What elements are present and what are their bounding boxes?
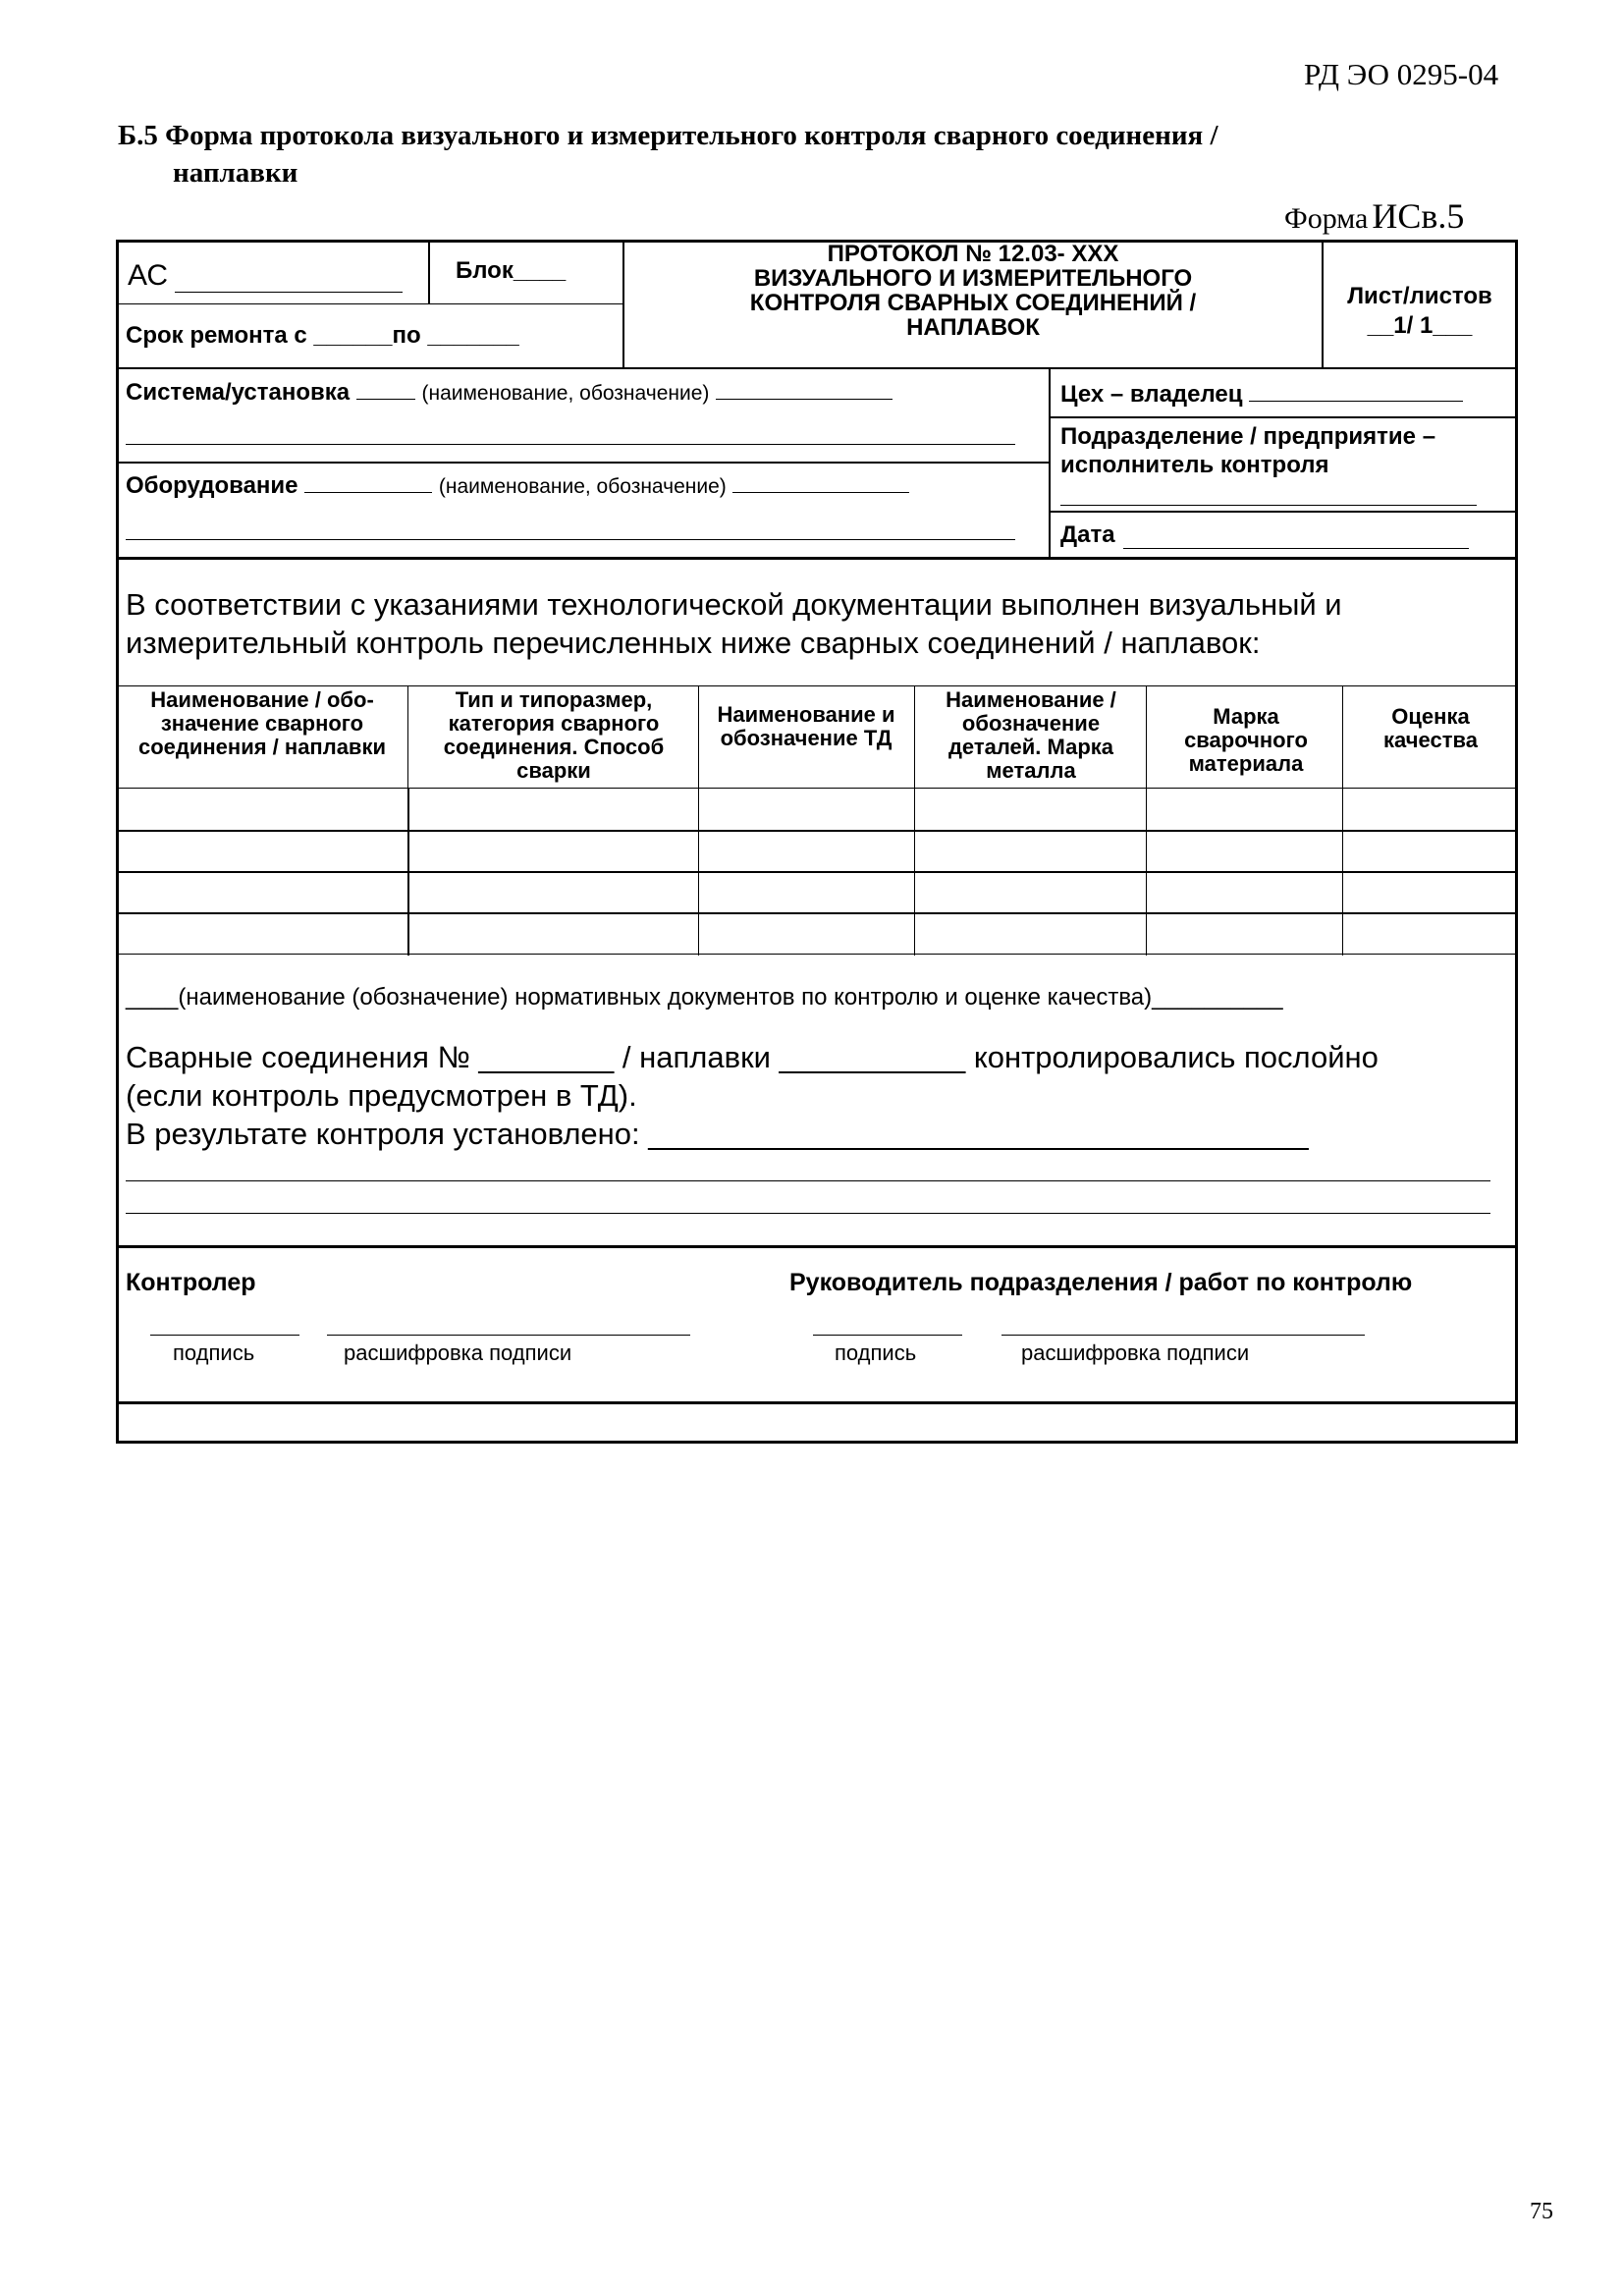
section-title: Б.5 Форма протокола визуального и измерительного контроля сварного соединения / xyxy=(118,120,1218,151)
welds-line-condition: (если контроль предусмотрен в ТД). xyxy=(126,1078,637,1113)
protocol-number: ПРОТОКОЛ № 12.03- ХХХ xyxy=(827,241,1119,267)
result-blank-line[interactable] xyxy=(126,1180,1490,1181)
intro-line: измерительный контроль перечисленных ниже сварных соединений / наплавок: xyxy=(126,626,1261,660)
date-field[interactable] xyxy=(1060,521,1115,549)
intro-text xyxy=(126,585,1342,662)
shop-owner-field[interactable] xyxy=(1060,381,1463,409)
controller-signature-caption: подпись xyxy=(173,1340,255,1365)
page-number: 75 xyxy=(1530,2199,1553,2224)
head-signature-line[interactable] xyxy=(813,1335,962,1336)
result-line: В результате контроля установлено: _______________________________________ xyxy=(126,1117,1309,1151)
form-code xyxy=(1284,195,1464,237)
result-blank-line[interactable] xyxy=(126,1213,1490,1214)
controller-label: Контролер xyxy=(126,1269,256,1296)
normative-documents-line[interactable] xyxy=(126,984,1283,1011)
system-hint: (наименование, обозначение) xyxy=(421,382,710,405)
table-header-parts: Наименование / обозначение деталей. Марка металла xyxy=(946,687,1116,783)
block-blank: ____ xyxy=(513,257,567,284)
sheet-value: __1/ 1___ xyxy=(1367,312,1473,339)
intro-line: В соответствии с указаниями технологической документации выполнен визуальный и xyxy=(126,587,1342,622)
repair-from-blank: ______ xyxy=(313,322,393,349)
table-header-material: Марка сварочного материала xyxy=(1184,704,1308,776)
norm-docs-prefix: ____ xyxy=(126,984,179,1011)
protocol-title-line: ВИЗУАЛЬНОГО И ИЗМЕРИТЕЛЬНОГО xyxy=(753,265,1193,292)
section-title-continuation: наплавки xyxy=(173,157,298,189)
date-label: Дата xyxy=(1060,521,1115,548)
table-header-weld-type: Тип и типоразмер, категория сварного соединения. Способ сварки xyxy=(443,687,665,783)
repair-label: Срок ремонта с xyxy=(126,322,307,349)
division-label: Подразделение / предприятие – xyxy=(1060,423,1436,450)
table-header-quality: Оценка качества xyxy=(1383,704,1478,752)
protocol-title-line: НАПЛАВОК xyxy=(906,314,1040,341)
table-header-td: Наименование и обозначение ТД xyxy=(717,702,895,750)
head-decode-line[interactable] xyxy=(1001,1335,1365,1336)
shop-owner-label: Цех – владелец xyxy=(1060,381,1243,408)
form-label: Форма xyxy=(1284,202,1369,235)
nuclear-plant-field[interactable] xyxy=(128,259,168,293)
department-head-label: Руководитель подразделения / работ по контролю xyxy=(789,1269,1413,1296)
head-decode-caption: расшифровка подписи xyxy=(1021,1340,1250,1365)
welds-controlled-text xyxy=(126,1038,1379,1153)
equipment-hint: (наименование, обозначение) xyxy=(438,475,727,498)
block-field[interactable] xyxy=(456,257,566,285)
document-code: РД ЭО 0295-04 xyxy=(1304,57,1499,91)
equipment-field[interactable] xyxy=(126,472,909,500)
head-signature-caption: подпись xyxy=(835,1340,917,1365)
controller-signature-line[interactable] xyxy=(150,1335,299,1336)
controller-decode-line[interactable] xyxy=(327,1335,690,1336)
norm-docs-suffix: __________ xyxy=(1152,984,1283,1011)
table-row[interactable] xyxy=(119,914,1515,954)
system-label: Система/установка xyxy=(126,379,351,406)
sheet-label: Лист/листов xyxy=(1347,283,1492,309)
form-code-value: ИСв.5 xyxy=(1372,196,1465,236)
norm-docs-text: (наименование (обозначение) нормативных документов по контролю и оценке качества) xyxy=(178,984,1153,1011)
table-row[interactable] xyxy=(119,832,1515,871)
block-label: Блок xyxy=(456,257,514,284)
division-label-line2: исполнитель контроля xyxy=(1060,452,1329,478)
table-header-weld-name: Наименование / обо-значение сварного соединения / наплавки xyxy=(138,687,386,759)
protocol-title xyxy=(624,242,1322,340)
repair-to-blank: _______ xyxy=(427,322,519,349)
welds-line: Сварные соединения № ________ / наплавки ___________ контролировались послойно xyxy=(126,1040,1379,1074)
division-field[interactable] xyxy=(1060,422,1435,479)
table-row[interactable] xyxy=(119,873,1515,912)
as-label: АС xyxy=(128,259,169,292)
repair-period-field[interactable] xyxy=(126,322,519,350)
sheet-count[interactable] xyxy=(1324,282,1516,341)
table-row[interactable] xyxy=(119,789,1515,830)
protocol-title-line: КОНТРОЛЯ СВАРНЫХ СОЕДИНЕНИЙ / xyxy=(749,290,1197,316)
system-field[interactable] xyxy=(126,379,893,407)
equipment-label: Оборудование xyxy=(126,472,298,499)
controller-decode-caption: расшифровка подписи xyxy=(344,1340,572,1365)
repair-to-label: по xyxy=(392,322,421,349)
